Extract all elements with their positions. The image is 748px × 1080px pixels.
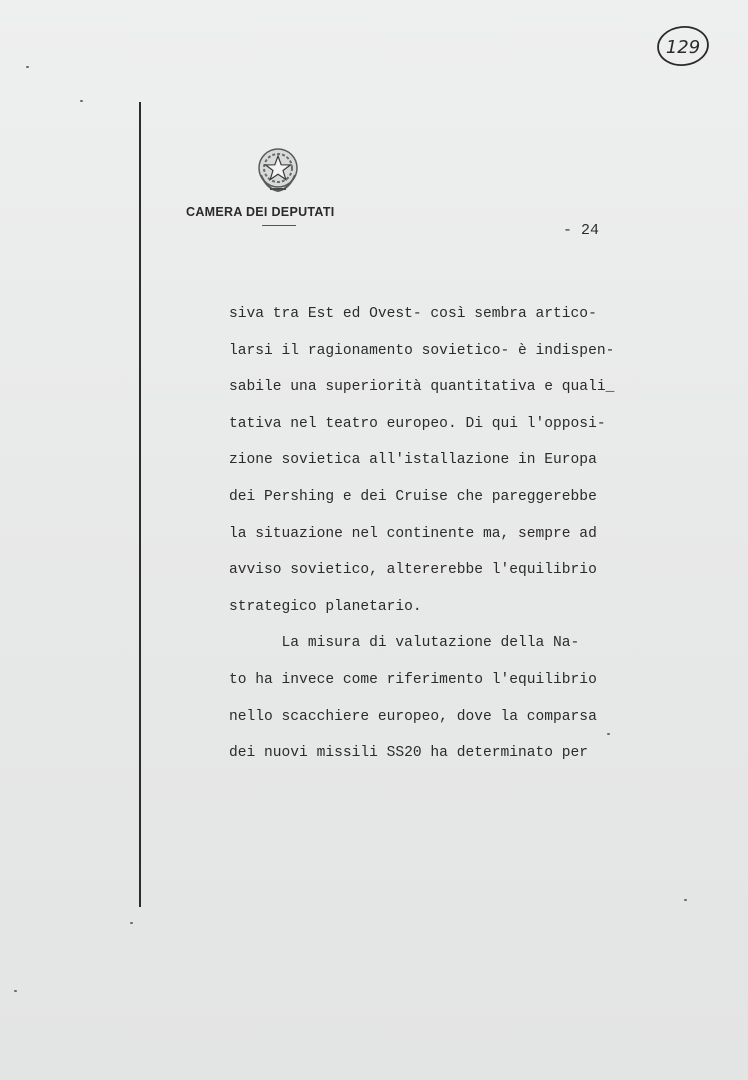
text-line: avviso sovietico, altererebbe l'equilibrio <box>229 562 597 579</box>
text-line: siva tra Est ed Ovest- così sembra artico- <box>229 306 597 322</box>
scan-speck <box>130 922 133 924</box>
header-underline <box>262 225 296 226</box>
text-line: nello scacchiere europeo, dove la comparsa <box>229 708 597 725</box>
scan-speck <box>607 733 610 735</box>
text-line: dei nuovi missili SS20 ha determinato per <box>229 745 589 762</box>
italian-republic-emblem-icon <box>255 145 301 195</box>
text-line: strategico planetario. <box>229 598 422 615</box>
body-text <box>229 296 649 772</box>
text-line: La misura di valutazione della Na- <box>229 635 580 652</box>
text-line: zione sovietica all'istallazione in Europa <box>229 452 597 469</box>
scan-speck <box>80 100 83 102</box>
scan-speck <box>684 899 687 901</box>
text-line: to ha invece come riferimento l'equilibrio <box>229 671 597 688</box>
text-line: dei Pershing e dei Cruise che pareggerebbe <box>229 488 597 505</box>
scan-speck <box>26 66 29 68</box>
text-line: tativa nel teatro europeo. Di qui l'opposi- <box>229 415 606 432</box>
circled-page-stamp-icon <box>655 24 711 68</box>
text-line: larsi il ragionamento sovietico- è indispen- <box>229 342 615 359</box>
page-number: - 24 <box>563 222 600 239</box>
institution-header: CAMERA DEI DEPUTATI <box>186 205 335 219</box>
text-line: la situazione nel continente ma, sempre ad <box>229 525 597 542</box>
page-stamp-number: 129 <box>665 37 701 58</box>
scan-speck <box>14 990 17 992</box>
text-line: sabile una superiorità quantitativa e quali_ <box>229 379 615 396</box>
left-margin-rule <box>139 102 141 907</box>
